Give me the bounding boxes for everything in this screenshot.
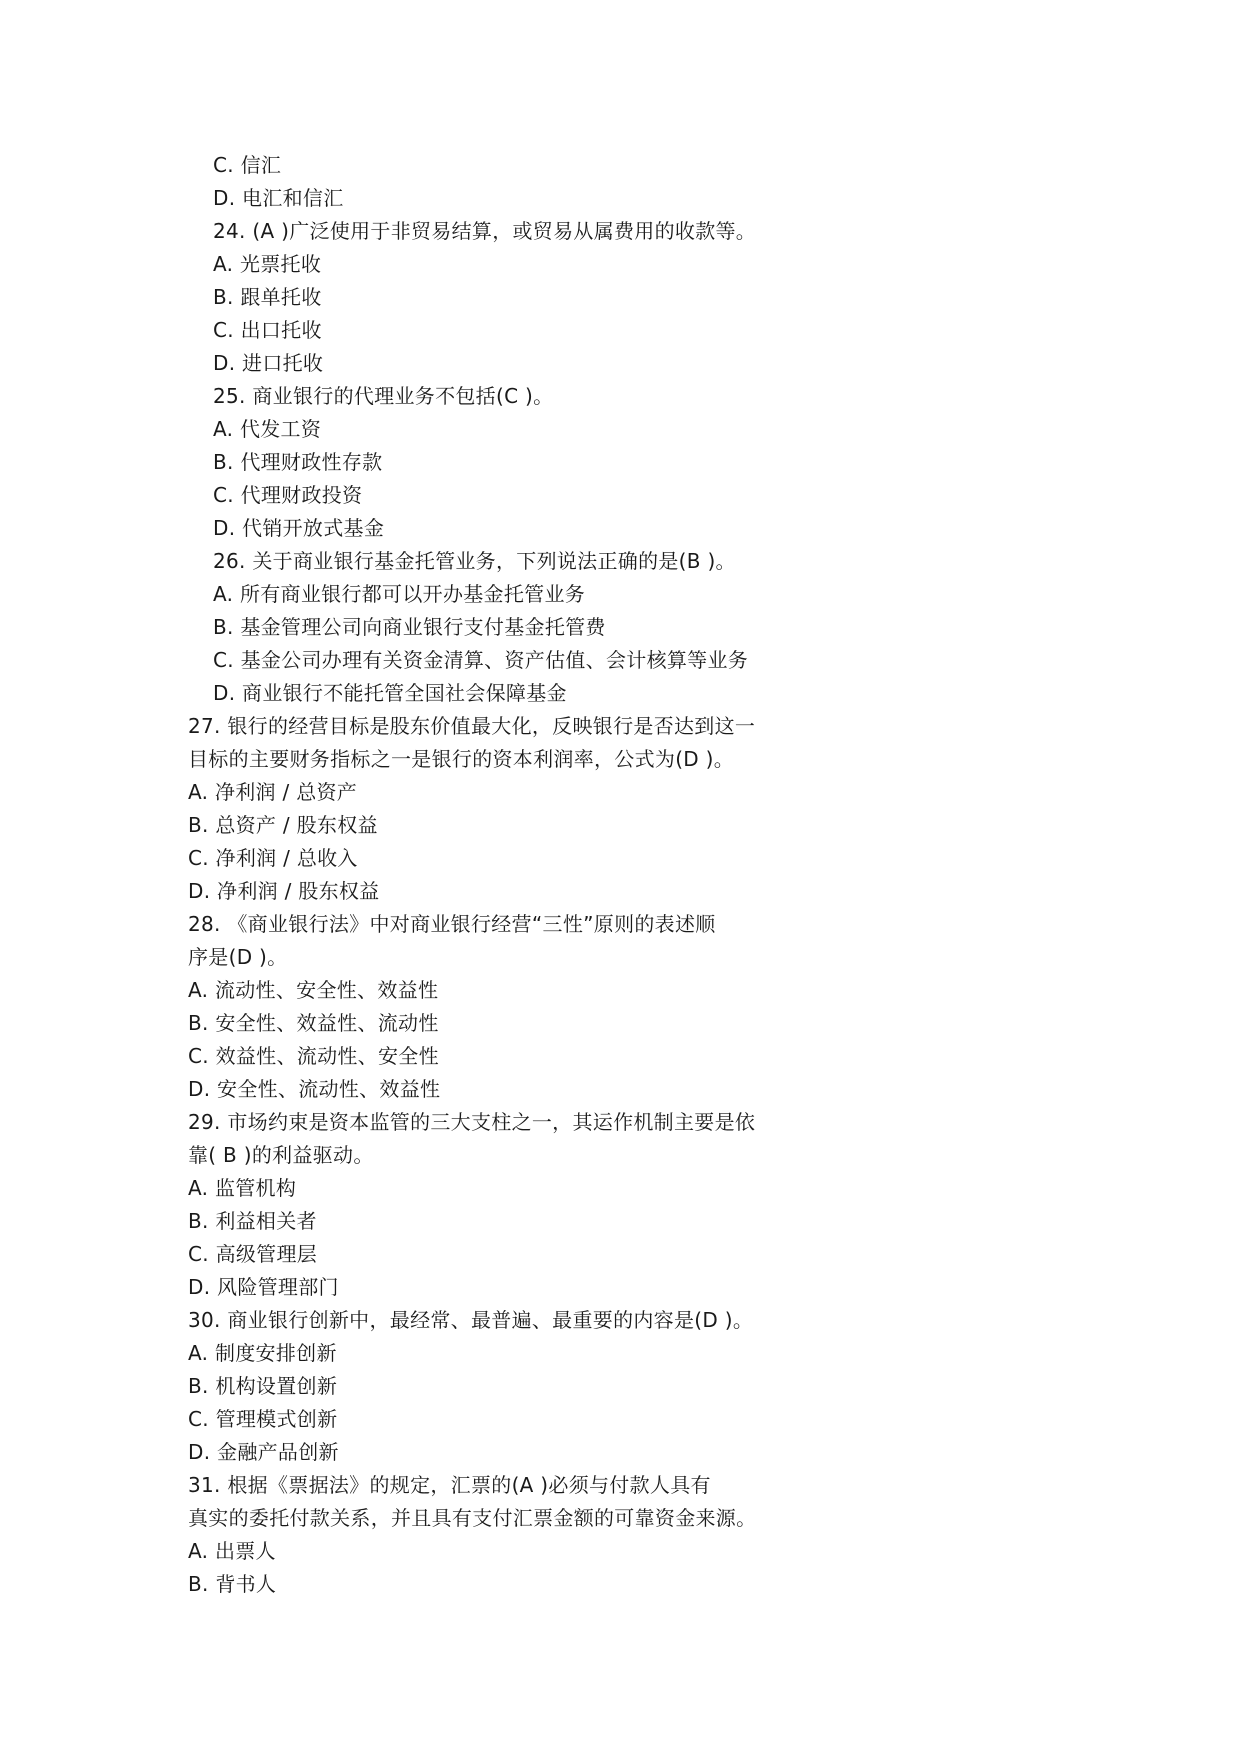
q25-option-a: A. 代发工资 bbox=[213, 417, 322, 441]
question-28-cont: 序是(D )。 bbox=[188, 945, 288, 969]
q30-option-a: A. 制度安排创新 bbox=[188, 1341, 337, 1365]
q28-option-c: C. 效益性、流动性、安全性 bbox=[188, 1044, 439, 1068]
question-29: 29. 市场约束是资本监管的三大支柱之一，其运作机制主要是依 bbox=[188, 1110, 756, 1134]
q23-option-c: C. 信汇 bbox=[213, 153, 282, 177]
q27-option-d: D. 净利润 / 股东权益 bbox=[188, 879, 380, 903]
q24-option-b: B. 跟单托收 bbox=[213, 285, 322, 309]
q25-option-c: C. 代理财政投资 bbox=[213, 483, 363, 507]
q27-option-c: C. 净利润 / 总收入 bbox=[188, 846, 358, 870]
question-27: 27. 银行的经营目标是股东价值最大化，反映银行是否达到这一 bbox=[188, 714, 756, 738]
q27-option-b: B. 总资产 / 股东权益 bbox=[188, 813, 378, 837]
q26-option-c: C. 基金公司办理有关资金清算、资产估值、会计核算等业务 bbox=[213, 648, 749, 672]
q24-option-c: C. 出口托收 bbox=[213, 318, 322, 342]
q25-option-b: B. 代理财政性存款 bbox=[213, 450, 383, 474]
question-27-cont: 目标的主要财务指标之一是银行的资本利润率，公式为(D )。 bbox=[188, 747, 735, 771]
q26-option-d: D. 商业银行不能托管全国社会保障基金 bbox=[213, 681, 567, 705]
q29-option-b: B. 利益相关者 bbox=[188, 1209, 317, 1233]
q24-option-a: A. 光票托收 bbox=[213, 252, 322, 276]
q25-option-d: D. 代销开放式基金 bbox=[213, 516, 385, 540]
q28-option-b: B. 安全性、效益性、流动性 bbox=[188, 1011, 439, 1035]
q29-option-c: C. 高级管理层 bbox=[188, 1242, 318, 1266]
question-28: 28. 《商业银行法》中对商业银行经营“三性”原则的表述顺 bbox=[188, 912, 716, 936]
q28-option-d: D. 安全性、流动性、效益性 bbox=[188, 1077, 441, 1101]
question-31-cont: 真实的委托付款关系，并且具有支付汇票金额的可靠资金来源。 bbox=[188, 1506, 757, 1530]
q30-option-b: B. 机构设置创新 bbox=[188, 1374, 338, 1398]
q30-option-c: C. 管理模式创新 bbox=[188, 1407, 338, 1431]
question-24: 24. (A )广泛使用于非贸易结算，或贸易从属费用的收款等。 bbox=[213, 219, 757, 243]
question-26: 26. 关于商业银行基金托管业务，下列说法正确的是(B )。 bbox=[213, 549, 736, 573]
q29-option-d: D. 风险管理部门 bbox=[188, 1275, 339, 1299]
question-31: 31. 根据《票据法》的规定，汇票的(A )必须与付款人具有 bbox=[188, 1473, 711, 1497]
q23-option-d: D. 电汇和信汇 bbox=[213, 186, 344, 210]
question-30: 30. 商业银行创新中，最经常、最普遍、最重要的内容是(D )。 bbox=[188, 1308, 754, 1332]
q27-option-a: A. 净利润 / 总资产 bbox=[188, 780, 358, 804]
q26-option-b: B. 基金管理公司向商业银行支付基金托管费 bbox=[213, 615, 606, 639]
question-29-cont: 靠( B )的利益驱动。 bbox=[188, 1143, 374, 1167]
q31-option-b: B. 背书人 bbox=[188, 1572, 277, 1596]
q24-option-d: D. 进口托收 bbox=[213, 351, 324, 375]
q29-option-a: A. 监管机构 bbox=[188, 1176, 297, 1200]
q31-option-a: A. 出票人 bbox=[188, 1539, 276, 1563]
q26-option-a: A. 所有商业银行都可以开办基金托管业务 bbox=[213, 582, 586, 606]
q28-option-a: A. 流动性、安全性、效益性 bbox=[188, 978, 439, 1002]
question-25: 25. 商业银行的代理业务不包括(C )。 bbox=[213, 384, 554, 408]
q30-option-d: D. 金融产品创新 bbox=[188, 1440, 339, 1464]
